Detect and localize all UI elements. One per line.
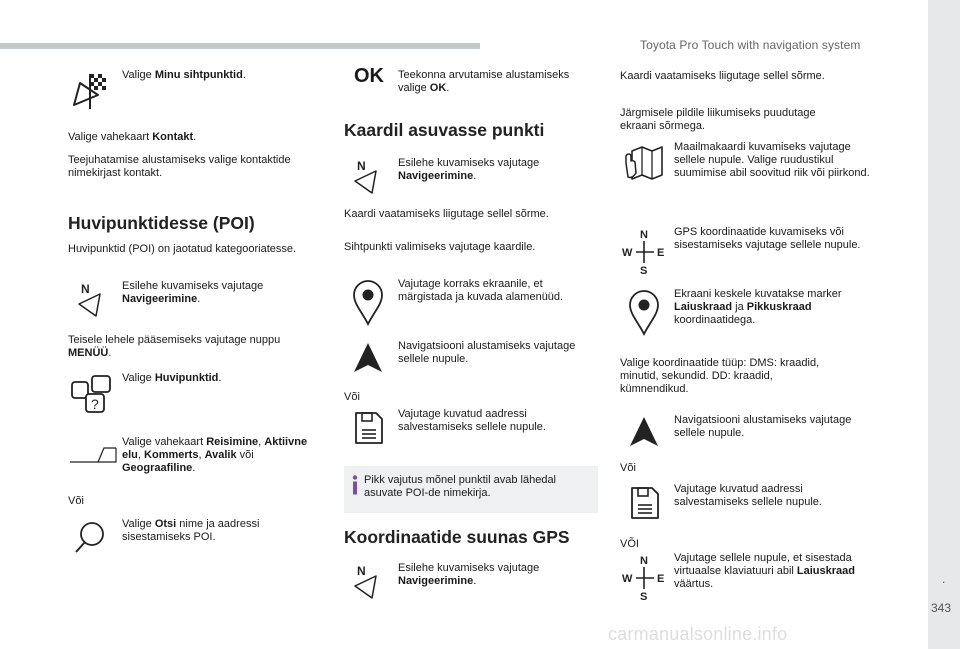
map-marker-icon (344, 278, 396, 318)
svg-text:S: S (640, 265, 648, 277)
column-1: Valige Minu sihtpunktid. Valige vahekaart Kontakt. Teejuhatamise alustamiseks valige kontaktide nimekirjast kontakt. Huvipunktidesse (POI) Huvipunktid (POI) on jaotatud kategooriatesse. N Esilehe kuvamiseks vajutage Navigeerimine. Teisele lehele pääsemiseks vajutage nuppu MENÜÜ. ? Valige Huvipunktid. Valige vahekaart Reisimine, Aktiivne elu, Kommerts, Avalik või Geograafiline. Või Valige Otsi nime ja aadressi sisestamiseks POI. (68, 0, 324, 649)
heading-poi: Huvipunktidesse (POI) (68, 213, 255, 233)
column-3: Kaardi vaatamiseks liigutage sellel sõrme. Järgmisele pildile liikumiseks puudutage ekraani sõrmega. Maailmakaardi kuvamiseks vajutage sellele nupule. Valige ruudustikul suumimise abil soovitud riik või piirkond. N S W E GPS koordinaatide kuvamiseks või sisestamiseks vajutage sellele nupule. Ekraani keskele kuvatakse marker Laiuskraad ja Pikkuskraad koordinaatidega. Valige koordinaatide tüüp: DMS: kraadid, minutid, sekundid. DD: kraadid, kümnendikud. Navigatsiooni alustamiseks vajutage sellele nupule. Või Vajutage kuvatud aadressi salvestamiseks sellele nupule. VÕI N S W E Vajutage sellele nupule, et sisestada virtuaalse klaviatuuri abil Laiuskraad väärtus. (620, 0, 876, 649)
category-tab-icon (68, 436, 120, 476)
navigation-icon (344, 157, 396, 197)
start-navigation-icon (344, 340, 396, 380)
heading-gps-coordinates: Koordinaatide suunas GPS (344, 527, 570, 547)
svg-text:W: W (622, 573, 633, 585)
instruction-move-map-2: Kaardi vaatamiseks liigutage sellel sõrme. (620, 70, 825, 82)
svg-text:N: N (357, 159, 366, 173)
svg-text:S: S (640, 591, 648, 603)
instruction-menu: Teisele lehele pääsemiseks vajutage nuppu MENÜÜ. (68, 334, 281, 359)
continue-marker: . (942, 572, 946, 586)
page-edge-band (928, 0, 960, 649)
map-marker-icon (620, 288, 672, 328)
svg-text:N: N (81, 282, 90, 296)
compass-icon (620, 226, 672, 277)
or-label: Või (344, 391, 360, 403)
instruction-contact-tab: Valige vahekaart Kontakt. (68, 131, 197, 143)
or-label-caps: VÕI (620, 538, 639, 550)
ok-button-icon: OK (354, 65, 384, 87)
compass-icon (620, 552, 672, 603)
search-icon (68, 518, 120, 558)
svg-text:N: N (357, 564, 366, 578)
svg-text:E: E (657, 247, 665, 259)
navigation-icon (68, 280, 120, 320)
save-icon (620, 483, 672, 523)
svg-text:W: W (622, 247, 633, 259)
header-title: Toyota Pro Touch with navigation system (640, 38, 861, 52)
save-icon (344, 408, 396, 448)
navigation-icon (344, 562, 396, 602)
column-2: OK Teekonna arvutamise alustamiseks valige OK. Kaardil asuvasse punkti N Esilehe kuvamiseks vajutage Navigeerimine. Kaardi vaatamiseks liigutage sellel sõrme. Sihtpunkti valimiseks vajutage kaardile. Vajutage korraks ekraanile, et märgistada ja kuvada alamenüüd. Navigatsiooni alustamiseks vajutage sellele nupule. Või Vajutage kuvatud aadressi salvestamiseks sellele nupule. Pikk vajutus mõnel punktil avab lähedal asuvate POI-de nimekirja. Koordinaatide suunas GPS N Esilehe kuvamiseks vajutage Navigeerimine. (344, 0, 600, 649)
poi-category-icon (68, 372, 120, 412)
or-label: Või (620, 462, 636, 474)
poi-intro: Huvipunktid (POI) on jaotatud kategooriatesse. (68, 243, 297, 255)
page-number: 343 (931, 601, 952, 615)
instruction-select-contact: Teejuhatamise alustamiseks valige kontaktide nimekirjast kontakt. (68, 154, 291, 179)
instruction-tap-map: Sihtpunkti valimiseks vajutage kaardile. (344, 241, 536, 253)
svg-text:?: ? (91, 396, 99, 412)
destination-flag-icon (68, 69, 120, 109)
start-navigation-icon (620, 414, 672, 454)
or-label: Või (68, 495, 84, 507)
info-box: Pikk vajutus mõnel punktil avab lähedal asuvate POI-de nimekirja. (344, 466, 598, 513)
watermark: carmanualsonline.info (608, 624, 788, 644)
coordinate-type-info: Valige koordinaatide tüüp: DMS: kraadid, minutid, sekundid. DD: kraadid, kümnendikud. (620, 357, 820, 395)
world-map-icon (620, 141, 672, 181)
heading-map-point: Kaardil asuvasse punkti (344, 120, 545, 140)
svg-text:E: E (657, 573, 665, 585)
instruction-next-image: Järgmisele pildile liikumiseks puudutage ekraani sõrmega. (620, 107, 816, 132)
instruction-move-map: Kaardi vaatamiseks liigutage sellel sõrme. (344, 208, 549, 220)
svg-text:N: N (640, 229, 648, 241)
info-icon (351, 475, 359, 495)
svg-text:N: N (640, 555, 648, 567)
